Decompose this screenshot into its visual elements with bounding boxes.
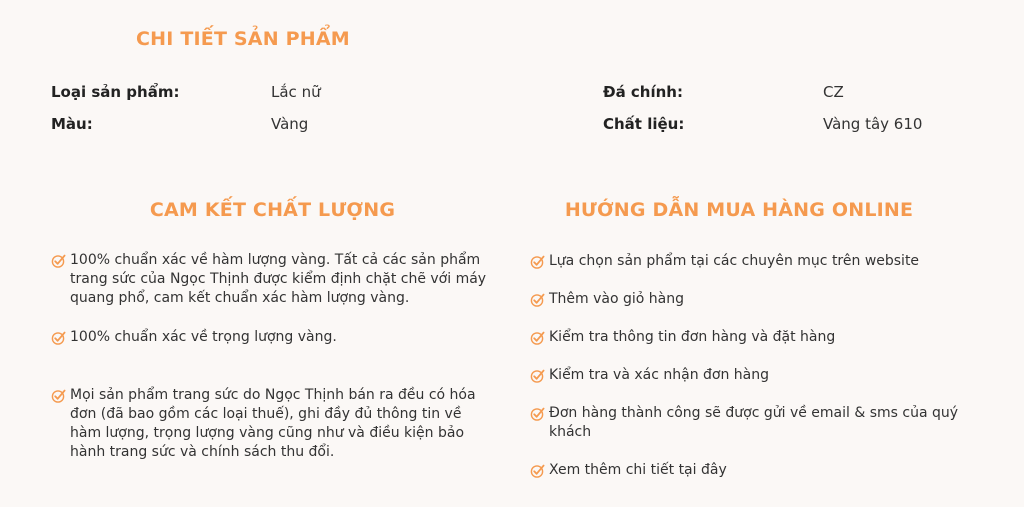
spec-value-type: Lắc nữ	[271, 83, 321, 101]
guide-step-text: Kiểm tra thông tin đơn hàng và đặt hàng	[549, 329, 836, 345]
quality-commitment-title: CAM KẾT CHẤT LƯỢNG	[149, 199, 396, 221]
check-circle-icon	[530, 406, 546, 422]
guide-step-text: Đơn hàng thành công sẽ được gửi về email & sms của quý khách	[549, 405, 959, 440]
guide-step	[530, 366, 970, 385]
spec-label-stone: Đá chính:	[603, 83, 683, 101]
guide-step	[530, 328, 970, 347]
check-circle-icon	[530, 330, 546, 346]
online-guide-list	[530, 252, 970, 480]
guide-step-text: Xem thêm chi tiết tại đây	[549, 462, 727, 478]
list-item	[51, 386, 491, 462]
check-circle-icon	[51, 253, 67, 269]
guide-step	[530, 404, 970, 442]
spec-value-stone: CZ	[823, 83, 844, 101]
spec-label-material: Chất liệu:	[603, 115, 685, 133]
guide-step	[530, 252, 970, 271]
spec-value-material: Vàng tây 610	[823, 115, 923, 133]
check-circle-icon	[530, 292, 546, 308]
commitment-text: 100% chuẩn xác về trọng lượng vàng.	[70, 329, 337, 345]
check-circle-icon	[530, 463, 546, 479]
spec-label-type: Loại sản phẩm:	[51, 83, 180, 101]
commitment-text: 100% chuẩn xác về hàm lượng vàng. Tất cả các sản phẩm trang sức của Ngọc Thịnh được kiểm định chặt chẽ với máy quang phổ, cam kết chuẩn xác hàm lượng vàng.	[70, 252, 487, 306]
product-details-title: CHI TIẾT SẢN PHẨM	[136, 28, 350, 50]
online-guide-title: HƯỚNG DẪN MUA HÀNG ONLINE	[564, 199, 914, 221]
check-circle-icon	[530, 254, 546, 270]
check-circle-icon	[51, 330, 67, 346]
commitment-text: Mọi sản phẩm trang sức do Ngọc Thịnh bán ra đều có hóa đơn (đã bao gồm các loại thuế), ghi đầy đủ thông tin về hàm lượng, trọng lượng vàng cũng như và điều kiện bảo hành trang sức và chính sách thu đổi.	[70, 387, 476, 460]
guide-step	[530, 461, 970, 480]
guide-step	[530, 290, 970, 309]
spec-label-color: Màu:	[51, 115, 93, 133]
check-circle-icon	[51, 388, 67, 404]
spec-value-color: Vàng	[271, 115, 309, 133]
quality-commitment-list	[51, 251, 491, 462]
check-circle-icon	[530, 368, 546, 384]
list-item	[51, 328, 491, 347]
guide-step-text: Kiểm tra và xác nhận đơn hàng	[549, 367, 770, 383]
guide-step-text: Thêm vào giỏ hàng	[549, 291, 685, 307]
list-item	[51, 251, 491, 308]
guide-step-text: Lựa chọn sản phẩm tại các chuyên mục trên website	[549, 253, 920, 269]
